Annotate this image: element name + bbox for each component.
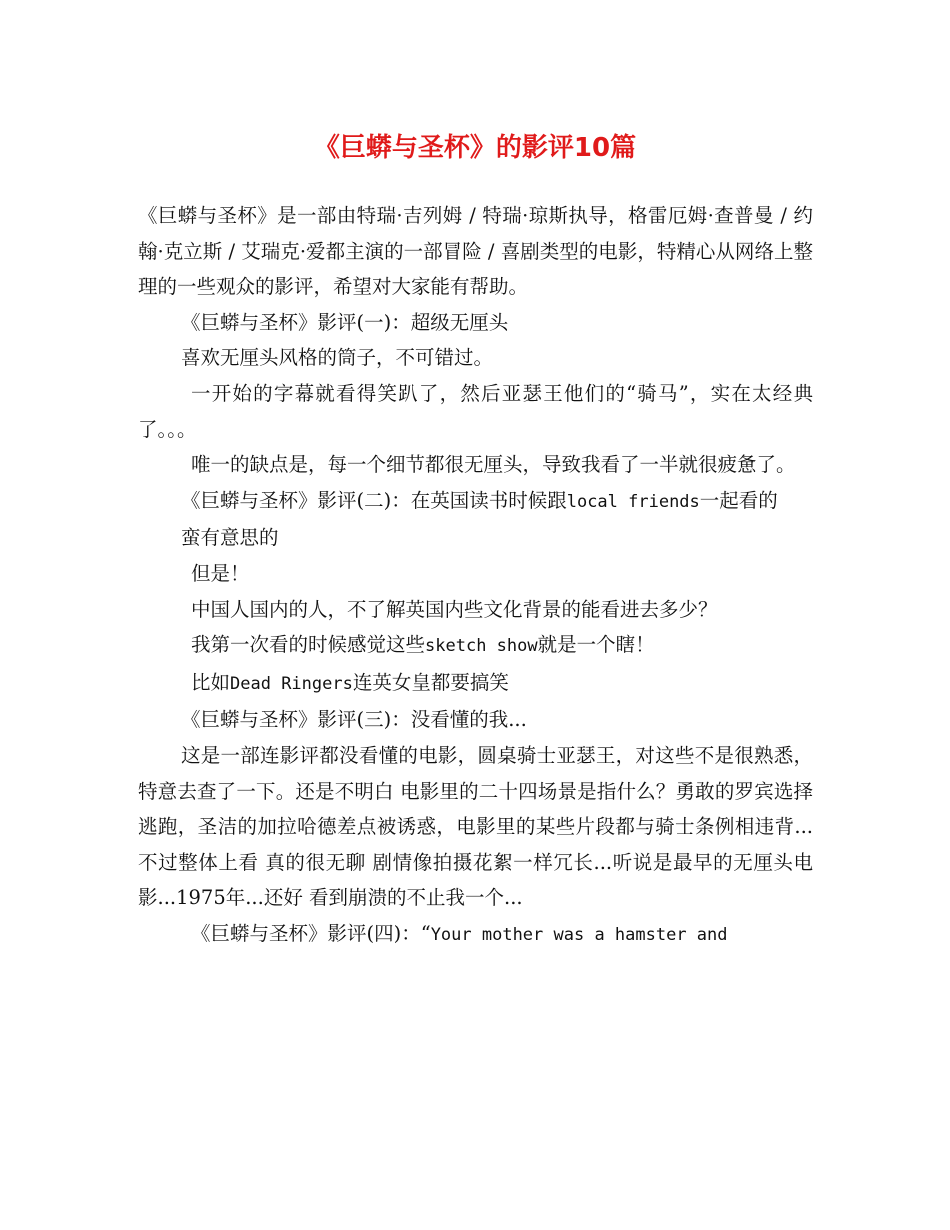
review-2-paragraph-2: 但是！ bbox=[191, 561, 250, 585]
review-2-paragraph-3: 中国人国内的人，不了解英国内些文化背景的能看进去多少？ bbox=[191, 597, 718, 621]
review-2-p4-text-a: 我第一次看的时候感觉这些 bbox=[191, 633, 426, 657]
review-2-heading-english: local friends bbox=[566, 491, 700, 512]
review-2-p4-english: sketch show bbox=[425, 636, 538, 657]
review-2-p4-text-b: 就是一个瞎！ bbox=[537, 633, 655, 657]
review-3-paragraph-1: 这是一部连影评都没看懂的电影，圆桌骑士亚瑟王，对这些不是很熟悉，特意去查了一下。还是不明白 电影里的二十四场景是指什么？勇敢的罗宾选择逃跑，圣洁的加拉哈德差点被诱惑，电影里的某些片段都与骑士条例相违背...不过整体上看 真的很无聊 剧情像拍摄花絮一样冗长...听说是最早的无厘头电影...1975年...还好 看到崩溃的不止我一个... bbox=[138, 743, 813, 910]
review-2-paragraph-1: 蛮有意思的 bbox=[181, 526, 279, 550]
review-2-heading-text-b: 一起看的 bbox=[699, 488, 778, 512]
review-2-paragraph-4 bbox=[138, 627, 813, 665]
review-1-paragraph-3: 唯一的缺点是，每一个细节都很无厘头，导致我看了一半就很疲惫了。 bbox=[191, 453, 796, 477]
document-body bbox=[138, 198, 813, 953]
review-4-heading-text: 《巨蟒与圣杯》影评(四)：“ bbox=[191, 921, 431, 945]
intro-paragraph: 《巨蟒与圣杯》是一部由特瑞·吉列姆 / 特瑞·琼斯执导，格雷厄姆·查普曼 / 约翰·克立斯 / 艾瑞克·爱都主演的一部冒险 / 喜剧类型的电影，特精心从网络上整理的一些观众的影评，希望对大家能有帮助。 bbox=[138, 204, 813, 299]
review-2-heading-text-a: 《巨蟒与圣杯》影评(二)：在英国读书时候跟 bbox=[181, 488, 567, 512]
review-2-heading bbox=[138, 483, 813, 521]
review-3-heading: 《巨蟒与圣杯》影评(三)：没看懂的我... bbox=[181, 708, 527, 732]
review-1-paragraph-1: 喜欢无厘头风格的筒子，不可错过。 bbox=[181, 346, 494, 370]
review-2-p5-text-b: 连英女皇都要搞笑 bbox=[352, 670, 509, 694]
review-4-heading-english: Your mother was a hamster and bbox=[430, 924, 728, 945]
review-2-p5-english: Dead Ringers bbox=[230, 673, 353, 694]
review-1-heading: 《巨蟒与圣杯》影评(一)：超级无厘头 bbox=[181, 310, 509, 334]
review-2-p5-text-a: 比如 bbox=[191, 670, 231, 694]
review-1-paragraph-2: 一开始的字幕就看得笑趴了，然后亚瑟王他们的“骑马”，实在太经典了。。。 bbox=[138, 381, 813, 441]
document-title: 《巨蟒与圣杯》的影评10篇 bbox=[313, 133, 637, 163]
review-2-paragraph-5 bbox=[138, 665, 813, 703]
review-4-heading bbox=[138, 916, 813, 954]
